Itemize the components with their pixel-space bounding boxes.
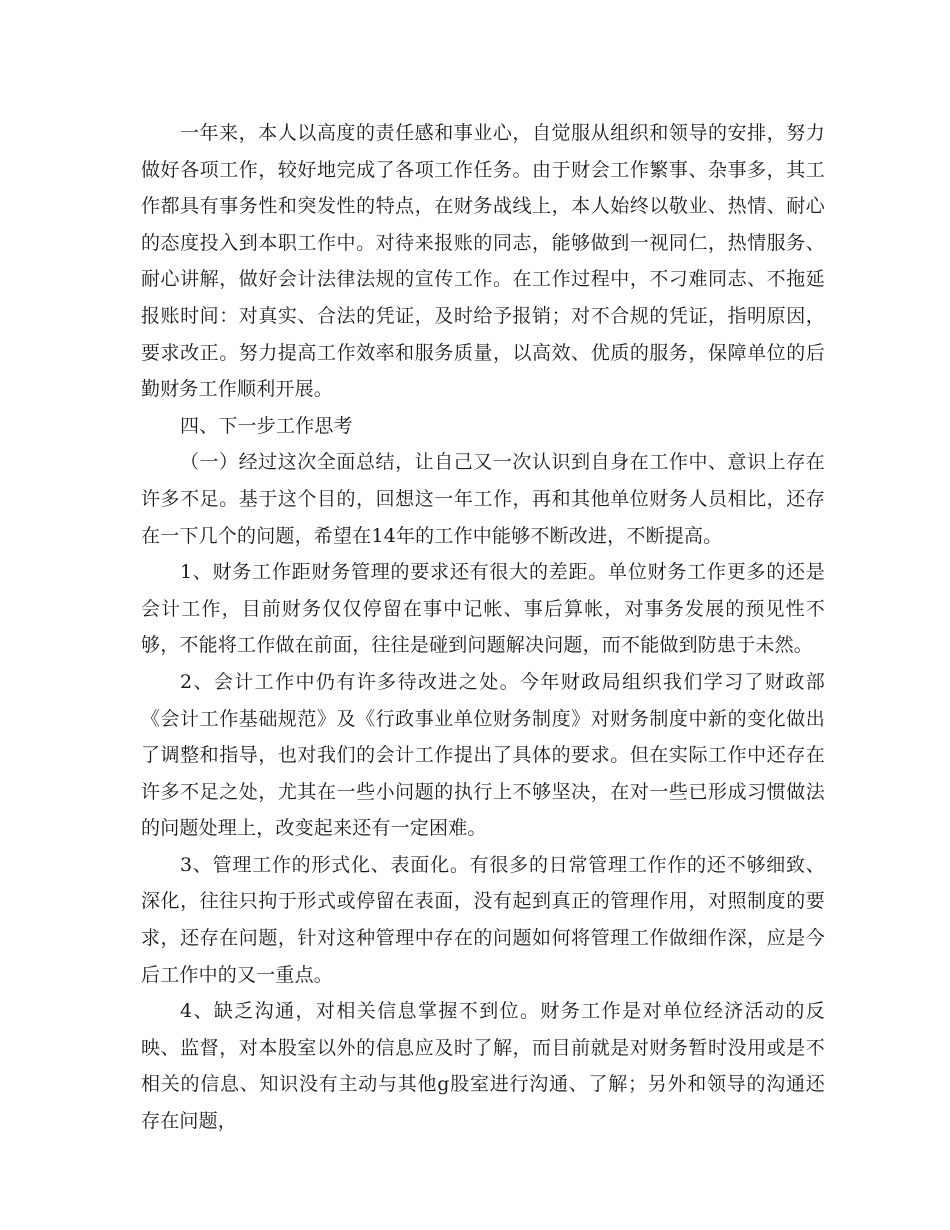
paragraph-issue-3: 3、管理工作的形式化、表面化。有很多的日常管理工作作的还不够细致、深化，往往只拘于形式或停留在表面，没有起到真正的管理作用，对照制度的要求，还存在问题，针对这种管理中存在的问题如何将管理工作做细作深，应是今后工作中的又一重点。 (141, 853, 825, 986)
document-body (141, 115, 825, 1140)
paragraph-self-review: （一）经过这次全面总结，让自己又一次认识到自身在工作中、意识上存在许多不足。基于这个目的，回想这一年工作，再和其他单位财务人员相比，还存在一下几个的问题，希望在14年的工作中能够不断改进，不断提高。 (141, 451, 825, 547)
paragraph-issue-1: 1、财务工作距财务管理的要求还有很大的差距。单位财务工作更多的还是会计工作，目前财务仅仅停留在事中记帐、事后算帐，对事务发展的预见性不够，不能将工作做在前面，往往是碰到问题解决问题，而不能做到防患于未然。 (141, 561, 825, 657)
section-heading-next-steps: 四、下一步工作思考 (179, 414, 353, 437)
paragraph-work-summary: 一年来，本人以高度的责任感和事业心，自觉服从组织和领导的安排，努力做好各项工作，较好地完成了各项工作任务。由于财会工作繁事、杂事多，其工作都具有事务性和突发性的特点，在财务战线上，本人始终以敬业、热情、耐心的态度投入到本职工作中。对待来报账的同志，能够做到一视同仁，热情服务、耐心讲解，做好会计法律法规的宣传工作。在工作过程中，不刁难同志、不拖延报账时间：对真实、合法的凭证，及时给予报销；对不合规的凭证，指明原因，要求改正。努力提高工作效率和服务质量，以高效、优质的服务，保障单位的后勤财务工作顺利开展。 (141, 122, 825, 401)
paragraph-issue-2: 2、会计工作中仍有许多待改进之处。今年财政局组织我们学习了财政部《会计工作基础规范》及《行政事业单位财务制度》对财务制度中新的变化做出了调整和指导，也对我们的会计工作提出了具体的要求。但在实际工作中还存在许多不足之处，尤其在一些小问题的执行上不够坚决，在对一些已形成习惯做法的问题处理上，改变起来还有一定困难。 (141, 670, 825, 840)
paragraph-issue-4: 4、缺乏沟通，对相关信息掌握不到位。财务工作是对单位经济活动的反映、监督，对本股室以外的信息应及时了解，而目前就是对财务暂时没用或是不相关的信息、知识没有主动与其他g股室进行沟通、了解；另外和领导的沟通还存在问题， (141, 1000, 825, 1133)
